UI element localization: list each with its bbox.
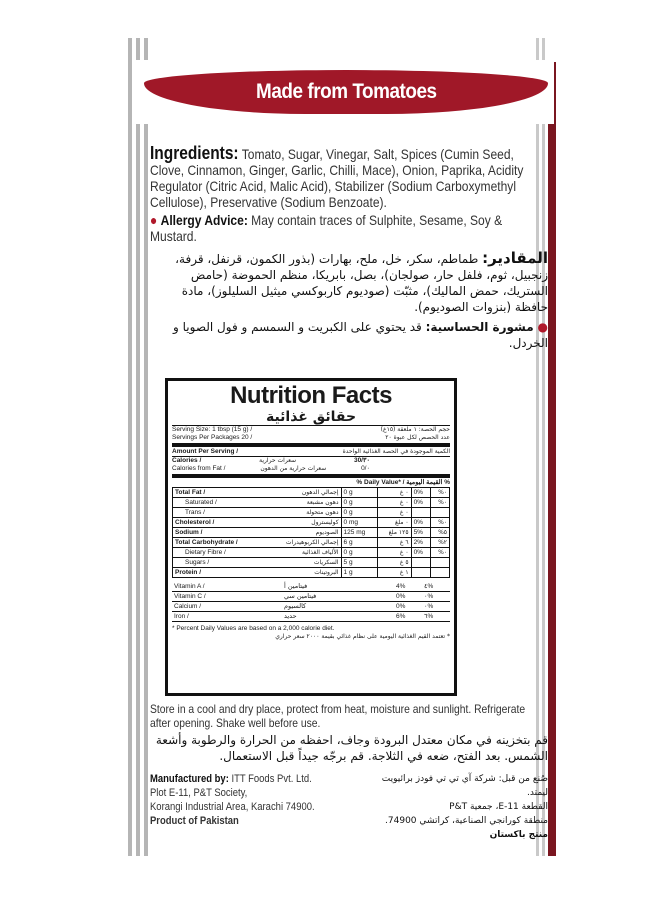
- bullet-icon: ●: [150, 212, 158, 228]
- nutrition-title: Nutrition Facts: [230, 382, 392, 409]
- nutrient-dv: 0%: [411, 498, 431, 508]
- nutrient-name-ar: السكريات: [264, 558, 341, 568]
- nutrient-dv-ar: [431, 508, 450, 518]
- nutrient-name: Cholesterol /: [173, 518, 264, 528]
- nutrient-dv: 5%: [411, 528, 431, 538]
- nutrient-amount-ar: ٠ غ: [377, 498, 411, 508]
- amount-per-serving: Amount Per Serving /: [172, 448, 239, 455]
- package-stripes-left: [128, 38, 148, 856]
- manufacturer-info: [150, 772, 548, 842]
- manufacturer-ar-line3: منطقة كورانجي الصناعية، كراتشي 74900.: [385, 816, 548, 826]
- vitamin-name-ar: فيتامين سي: [282, 592, 394, 602]
- nutrient-name-ar: الألياف الغذائية: [264, 548, 341, 558]
- footnote: * Percent Daily Values are based on a 2,000 calorie diet.: [172, 625, 335, 632]
- footnote-ar: * تعتمد القيم الغذائية اليومية على نظام غذائي بقيمة ٢٠٠٠ سعر حراري: [275, 633, 450, 640]
- table-row: [172, 582, 450, 592]
- nutrient-dv-ar: [431, 558, 450, 568]
- table-row: [172, 592, 450, 602]
- storage-instructions: [150, 702, 548, 764]
- nutrient-amount: 0 mg: [341, 518, 377, 528]
- nutrient-amount: 0 g: [341, 488, 377, 498]
- nutrient-dv: 0%: [411, 518, 431, 528]
- nutrient-name-ar: دهون مشبعة: [264, 498, 341, 508]
- nutrient-name: Sodium /: [173, 528, 264, 538]
- manufacturer-address1: Plot E-11, P&T Society,: [150, 787, 248, 799]
- nutrient-dv-ar: [431, 568, 450, 578]
- table-row: [173, 568, 450, 578]
- nutrient-dv: 0%: [411, 488, 431, 498]
- ingredients-ar-label: المقادير:: [482, 249, 548, 267]
- servings-per-ar: عدد الحصص لكل عبوة ٢٠: [385, 434, 450, 441]
- table-row: [173, 548, 450, 558]
- storage-en: Store in a cool and dry place, protect from heat, moisture and sunlight. Refrigerate after opening. Shake well before use.: [150, 702, 526, 730]
- vitamin-dv: 6%: [394, 612, 422, 622]
- nutrient-dv: 0%: [411, 548, 431, 558]
- vitamin-dv-ar: ٠%: [422, 602, 450, 612]
- table-row: [173, 518, 450, 528]
- bullet-icon: ●: [537, 320, 548, 334]
- calories-label-ar: سعرات حرارية: [259, 457, 297, 464]
- vitamin-dv-ar: ٠%: [422, 592, 450, 602]
- nutrient-dv-ar: ٠%: [431, 498, 450, 508]
- manufacturer-ar-line2: القطعة E-11، جمعية P&T: [449, 802, 548, 812]
- nutrient-amount-ar: ٠ ملغ: [377, 518, 411, 528]
- table-row: [172, 612, 450, 622]
- table-row: [173, 498, 450, 508]
- nutrient-name-ar: الصوديوم: [264, 528, 341, 538]
- vitamin-table: [172, 582, 450, 622]
- serving-size-ar: حجم الحصة: ١ ملعقة (١٥غ): [380, 426, 450, 433]
- calories-label: Calories /: [172, 457, 202, 464]
- nutrient-dv-ar: ٥%: [431, 528, 450, 538]
- package-edge-right: [548, 62, 556, 856]
- nutrient-amount: 125 mg: [341, 528, 377, 538]
- ingredients-ar-text: طماطم، سكر، خل، ملح، بهارات (بذور الكمون، قرنفل، قرفة، زنجبيل، ثوم، فلفل حار، صولجان)، بصل، بابريكا، منظم الحموضة (حامض الستريك، حمض الماليك)، مثبّت (صوديوم كاربوكسي ميثيل السليلوز)، مادة حافظة (بنزوات الصوديوم).: [175, 252, 548, 314]
- manufacturer-ar: [358, 772, 548, 842]
- vitamin-name: Vitamin C /: [172, 592, 282, 602]
- nutrient-amount-ar: ١٢٥ ملغ: [377, 528, 411, 538]
- nutrient-dv: [411, 508, 431, 518]
- allergy-ar: [150, 319, 548, 351]
- nutrient-amount-ar: ٠ غ: [377, 488, 411, 498]
- nutrient-dv-ar: ٠%: [431, 548, 450, 558]
- nutrient-amount-ar: ١ غ: [377, 568, 411, 578]
- ingredients-ar: [150, 250, 548, 315]
- banner-title: Made from Tomatoes: [255, 80, 437, 103]
- nutrient-dv-ar: ٠%: [431, 488, 450, 498]
- ingredients-label: Ingredients:: [150, 143, 239, 163]
- manufacturer-label: Manufactured by:: [150, 773, 229, 785]
- nutrient-amount-ar: ٠ غ: [377, 548, 411, 558]
- table-row: [173, 508, 450, 518]
- nutrient-name: Protein /: [173, 568, 264, 578]
- nutrient-table: [172, 487, 450, 578]
- manufacturer-en: [150, 772, 350, 828]
- nutrient-dv: [411, 568, 431, 578]
- nutrient-amount: 5 g: [341, 558, 377, 568]
- vitamin-dv: 4%: [394, 582, 422, 592]
- calories-fat-label: Calories from Fat /: [172, 465, 226, 472]
- nutrition-title-ar: حقائق غذائية: [265, 409, 357, 425]
- manufacturer-line: [150, 772, 352, 786]
- serving-size: Serving Size: 1 tbsp (15 g) /: [172, 426, 253, 433]
- nutrient-amount: 1 g: [341, 568, 377, 578]
- vitamin-dv-ar: ٦%: [422, 612, 450, 622]
- nutrient-amount: 0 g: [341, 508, 377, 518]
- nutrient-name-ar: كوليسترول: [264, 518, 341, 528]
- table-row: [173, 528, 450, 538]
- manufacturer-ar-line1: صُنع من قبل: شركة آي تي تي فودز برائيويت ليمتد.: [381, 774, 548, 798]
- vitamin-name-ar: فيتامين أ: [282, 582, 394, 592]
- nutrient-name: Sugars /: [173, 558, 264, 568]
- nutrient-name-ar: إجمالي الكربوهيدرات: [264, 538, 341, 548]
- storage-ar: قم بتخزينه في مكان معتدل البرودة وجاف، احفظه من الحرارة والرطوبة وأشعة الشمس. بعد الفتح، ضعه في الثلاجة. قم برجّه جيداً قبل الاستعمال.: [155, 733, 548, 763]
- product-origin: Product of Pakistan: [150, 815, 239, 827]
- vitamin-name: Vitamin A /: [172, 582, 282, 592]
- nutrient-dv: [411, 558, 431, 568]
- vitamin-dv: 0%: [394, 592, 422, 602]
- nutrient-name: Total Fat /: [173, 488, 264, 498]
- calories-value: 30/٣٠: [353, 457, 370, 464]
- banner-band: [144, 70, 548, 114]
- vitamin-dv: 0%: [394, 602, 422, 612]
- nutrient-name: Trans /: [173, 508, 264, 518]
- product-origin-ar: منتج باكستان: [489, 830, 548, 840]
- nutrient-name-ar: إجمالي الدهون: [264, 488, 341, 498]
- label-content: [150, 145, 548, 351]
- amount-per-serving-ar: الكمية الموجودة في الحصة الغذائية الواحدة: [342, 448, 450, 455]
- banner: [134, 60, 554, 124]
- ingredients-text: Tomato, Sugar, Vinegar, Salt, Spices (Cumin Seed, Clove, Cinnamon, Ginger, Garlic, Chilli, Mace), Onion, Paprika, Acidity Regulator (Citric Acid, Malic Acid), Stabilizer (Sodium Carboxymethyl Cellulose), Preservative (Sodium Benzoate).: [150, 146, 524, 210]
- nutrient-amount: 0 g: [341, 548, 377, 558]
- allergy-ar-label: مشورة الحساسية:: [425, 320, 534, 334]
- vitamin-name: Iron /: [172, 612, 282, 622]
- servings-per: Servings Per Packages 20 /: [172, 434, 253, 441]
- nutrient-name: Total Carbohydrate /: [173, 538, 264, 548]
- allergy-en: [150, 212, 547, 244]
- nutrient-amount-ar: ٦ غ: [377, 538, 411, 548]
- table-row: [173, 538, 450, 548]
- vitamin-name-ar: كالسيوم: [282, 602, 394, 612]
- vitamin-name: Calcium /: [172, 602, 282, 612]
- allergy-label: Allergy Advice:: [160, 212, 248, 228]
- nutrient-dv-ar: ٠%: [431, 518, 450, 528]
- table-row: [173, 558, 450, 568]
- nutrient-name-ar: دهون متحولة: [264, 508, 341, 518]
- ingredients-en: [150, 145, 547, 210]
- nutrient-name-ar: البروتينات: [264, 568, 341, 578]
- manufacturer-name: ITT Foods Pvt. Ltd.: [231, 773, 312, 785]
- vitamin-name-ar: حديد: [282, 612, 394, 622]
- calories-fat-value: 0/٠: [361, 465, 370, 472]
- nutrition-facts-panel: [165, 378, 457, 696]
- nutrient-amount: 6 g: [341, 538, 377, 548]
- table-row: [172, 602, 450, 612]
- nutrient-dv-ar: ٢%: [431, 538, 450, 548]
- nutrient-dv: 2%: [411, 538, 431, 548]
- allergy-ar-text: قد يحتوي على الكبريت و السمسم و فول الصويا و الخردل.: [173, 320, 548, 350]
- calories-fat-label-ar: سعرات حرارية من الدهون: [260, 465, 327, 472]
- daily-value-header: % Daily Value* / القيمة اليومية %: [356, 479, 450, 486]
- nutrient-name: Saturated /: [173, 498, 264, 508]
- manufacturer-address2: Korangi Industrial Area, Karachi 74900.: [150, 801, 315, 813]
- allergy-text: May contain traces of Sulphite, Sesame, Soy & Mustard.: [150, 212, 503, 244]
- nutrient-amount-ar: ٥ غ: [377, 558, 411, 568]
- vitamin-dv-ar: ٤%: [422, 582, 450, 592]
- table-row: [173, 488, 450, 498]
- nutrient-amount: 0 g: [341, 498, 377, 508]
- nutrient-amount-ar: ٠ غ: [377, 508, 411, 518]
- nutrient-name: Dietary Fibre /: [173, 548, 264, 558]
